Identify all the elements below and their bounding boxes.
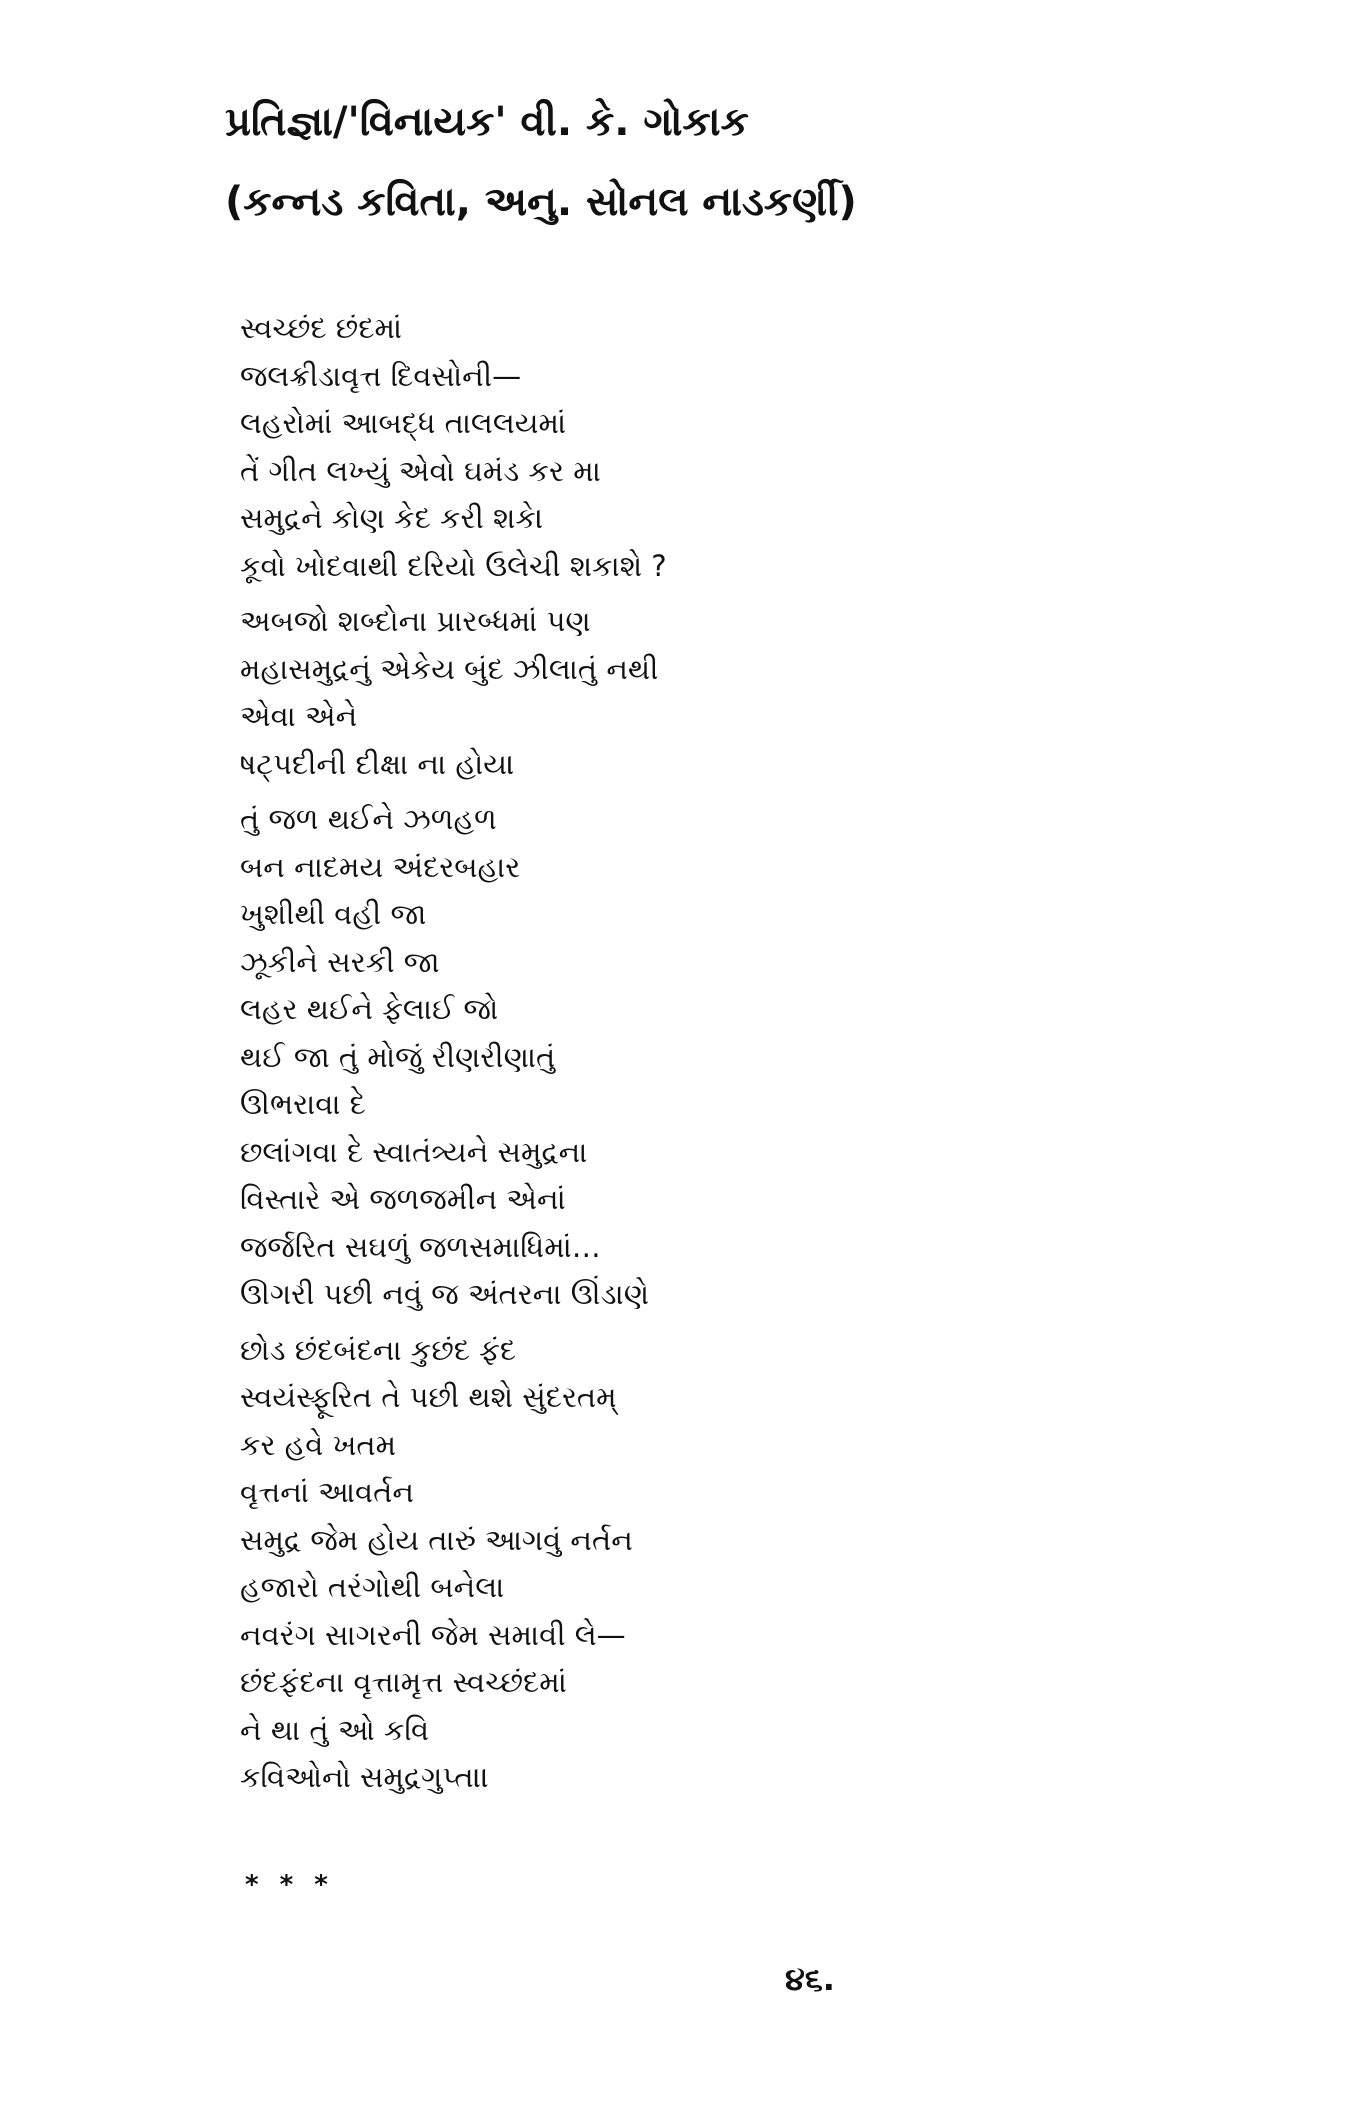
poem-line: હજારો તરંગોથી બનેલા [240, 1570, 505, 1604]
poem-line: કૂવો ખોદવાથી દરિયો ઉલેચી શકાશે ? [240, 548, 667, 583]
poem-line: સમુદ્ર જેમ હોય તારું આગવું નર્તન [240, 1522, 633, 1557]
poem-line: એવા એને [240, 699, 358, 733]
poem-line: કર હવે ખતમ [240, 1427, 397, 1462]
poem-line: નવરંગ સાગરની જેમ સમાવી લે— [240, 1617, 626, 1652]
poem-title: પ્રતિજ્ઞા/'વિનાયક' વી. કે. ગોકાક [225, 99, 749, 145]
poem-line: સમુદ્રને કોણ કેદ કરી શકે। [240, 501, 544, 535]
poem-header [225, 92, 857, 232]
poem-line: અબજો શબ્દોના પ્રારબ્ધમાં પણ [240, 604, 591, 638]
poem-line: સ્વચ્છંદ છંદમાં [240, 311, 403, 345]
poem-line: લહર થઈને ફેલાઈ જો [240, 992, 499, 1026]
poem-line: ખુશીથી વહી જા [240, 897, 427, 931]
poem-line: તેં ગીત લખ્યું એવો ઘમંડ કર મા [240, 453, 601, 488]
poem-line: ઊગરી પછી નવું જ અંતરના ઊંડાણે [240, 1277, 649, 1311]
poem-line: તું જળ થઈને ઝળહળ [240, 802, 497, 836]
poem-line: ઝૂકીને સરકી જા [240, 944, 440, 979]
poem-line: ઊભરાવા દે [240, 1087, 366, 1121]
stanza-1 [240, 305, 1000, 590]
stanza-4 [240, 1327, 1000, 1802]
poem-subtitle: (કન્નડ કવિતા, અનુ. સોનલ નાડકર્ણી) [225, 179, 857, 225]
poem-line: છોડ છંદબંદના કુછંદ ફંદ [240, 1332, 517, 1367]
poem-line: કવિઓનો સમુદ્રગુપ્ત।। [240, 1760, 490, 1794]
poem-line: ષટ્પદીની દીક્ષા ના હોય। [240, 746, 515, 781]
poem-line: છલાંગવા દે સ્વાતંત્ર્યને સમુદ્રના [240, 1134, 588, 1169]
poem-line: સ્વયંસ્ફૂરિત તે પછી થશે સુંદરતમ્ [240, 1380, 617, 1414]
poem-line: જર્જરિત સઘળું જળસમાધિમાં… [240, 1229, 601, 1264]
poem-line: લહરોમાં આબદ્ધ તાલલયમાં [240, 406, 567, 440]
poem-line: વિસ્તારે એ જળજમીન એનાં [240, 1182, 566, 1216]
poem-line: બન નાદમય અંદરબહાર [240, 849, 521, 884]
poem-line: જલક્રીડાવૃત્ત દિવસોની— [240, 358, 522, 393]
page-number: ૪૬. [785, 1960, 835, 1998]
stanza-3 [240, 796, 1000, 1319]
poem-line: ને થા તું ઓ કવિ [240, 1712, 430, 1747]
stanza-2 [240, 598, 1000, 788]
section-separator: * * * [245, 1870, 334, 1900]
poem-line: વૃત્તનાં આવર્તન [240, 1475, 414, 1509]
poem-line: મહાસમુદ્રનું એકેય બુંદ ઝીલાતું નથી [240, 651, 659, 686]
poem-body [240, 305, 1000, 1802]
poem-line: થઈ જા તું મોજું રીણરીણાતું [240, 1039, 556, 1074]
poem-line: છંદફંદના વૃત્તામૃત્ત સ્વચ્છંદમાં [240, 1665, 567, 1699]
